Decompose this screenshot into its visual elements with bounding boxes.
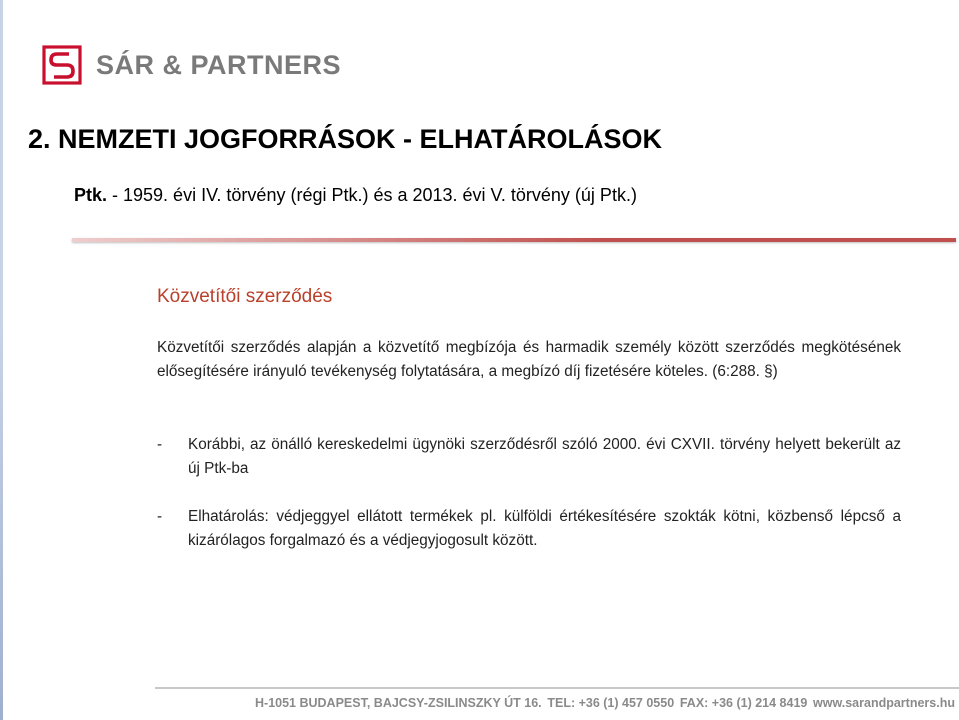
footer-tel: TEL: +36 (1) 457 0550 xyxy=(547,696,675,710)
footer-divider xyxy=(155,687,959,689)
section-heading: Közvetítői szerződés xyxy=(157,286,333,307)
subtitle-bold: Ptk. xyxy=(74,185,108,205)
page-title: 2. NEMZETI JOGFORRÁSOK - ELHATÁROLÁSOK xyxy=(28,124,663,154)
brand-name: SÁR & PARTNERS xyxy=(96,49,342,80)
title-divider xyxy=(72,238,956,242)
subtitle-rest: - 1959. évi IV. törvény (régi Ptk.) és a 2013. évi V. törvény (új Ptk.) xyxy=(107,185,637,205)
brand-logo xyxy=(42,44,341,86)
bullet-text: Elhatárolás: védjeggyel ellátott termékek pl. külföldi értékesítésére szokták kötni, közbenső lépcső a kizárólagos forgalmazó és a védjegyjogosult között. xyxy=(188,508,901,549)
page-subtitle xyxy=(74,185,637,206)
footer xyxy=(255,696,955,710)
bullet-text: Korábbi, az önálló kereskedelmi ügynöki szerződésről szóló 2000. évi CXVII. törvény helyett bekerült az új Ptk-ba xyxy=(188,436,901,477)
footer-fax: FAX: +36 (1) 214 8419 xyxy=(679,696,808,710)
bullet-dash: - xyxy=(157,436,163,453)
section-paragraph: Közvetítői szerződés alapján a közvetítő megbízója és harmadik személy között szerződés megkötésének elősegítésére irányuló tevékenység folytatására, a megbízó díj fizetésére köteles. (6:288. §) xyxy=(157,339,901,380)
list-item xyxy=(157,433,901,481)
footer-website: www.sarandpartners.hu xyxy=(813,696,955,710)
bullet-dash: - xyxy=(157,508,163,525)
left-edge-rule xyxy=(0,0,3,720)
list-item xyxy=(157,505,901,553)
footer-address: H-1051 BUDAPEST, BAJCSY-ZSILINSZKY ÚT 16. xyxy=(255,696,542,710)
logo-s-icon xyxy=(42,45,82,85)
